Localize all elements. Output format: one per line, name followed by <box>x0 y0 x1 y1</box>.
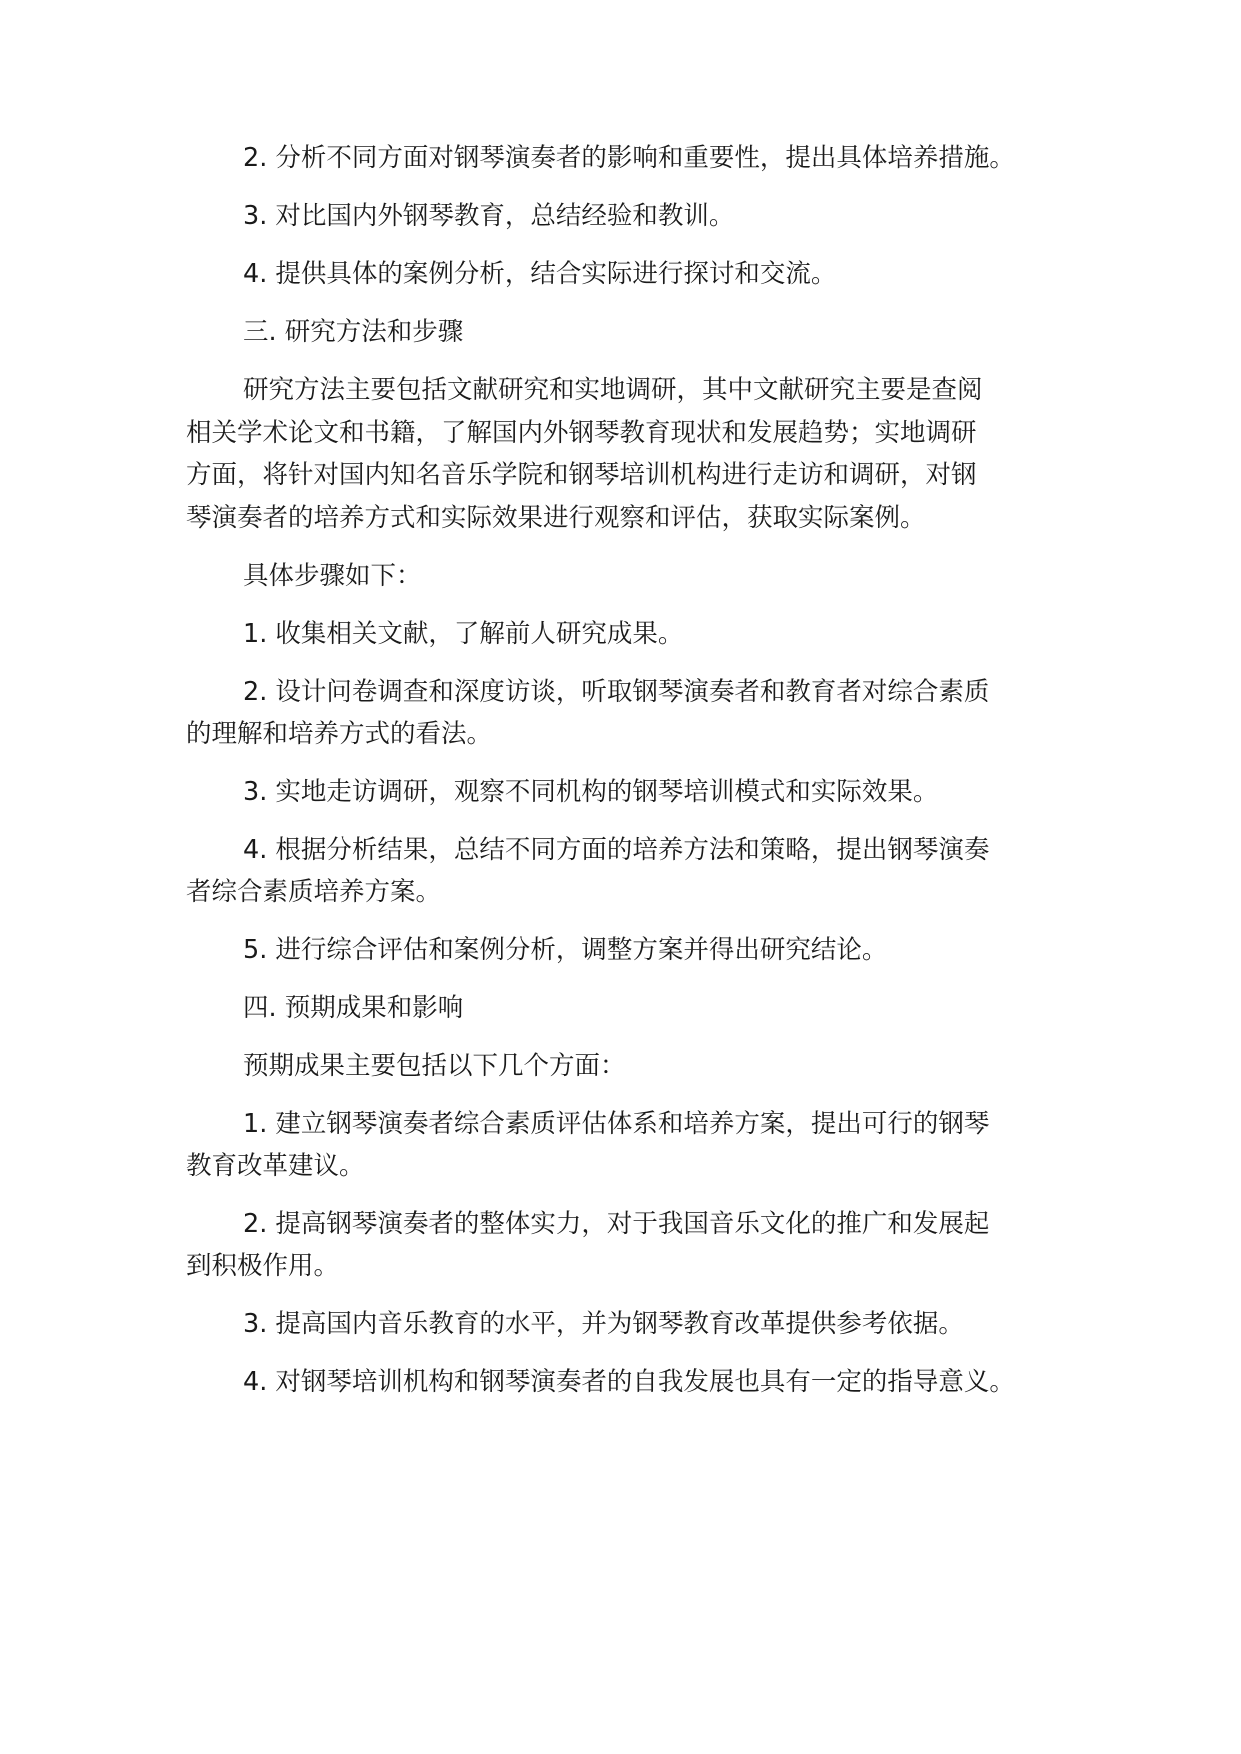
section-heading-3: 三. 研究方法和步骤 <box>243 317 464 347</box>
outcome-3-line-1: 3. 提高国内音乐教育的水平，并为钢琴教育改革提供参考依据。 <box>243 1309 964 1339</box>
step-1-line-1: 1. 收集相关文献，了解前人研究成果。 <box>243 619 684 649</box>
step-4-line-1: 4. 根据分析结果，总结不同方面的培养方法和策略，提出钢琴演奏 <box>243 835 990 865</box>
step-4-line-2: 者综合素质培养方案。 <box>186 877 442 907</box>
outcome-1-line-2: 教育改革建议。 <box>186 1151 365 1181</box>
section-heading-4: 四. 预期成果和影响 <box>243 993 464 1023</box>
goal-2-line-1: 2. 分析不同方面对钢琴演奏者的影响和重要性，提出具体培养措施。 <box>243 143 1015 173</box>
outcome-intro-line-1: 预期成果主要包括以下几个方面： <box>243 1051 626 1081</box>
outcome-2-line-1: 2. 提高钢琴演奏者的整体实力，对于我国音乐文化的推广和发展起 <box>243 1209 990 1239</box>
step-2-line-2: 的理解和培养方式的看法。 <box>186 719 493 749</box>
step-5-line-1: 5. 进行综合评估和案例分析，调整方案并得出研究结论。 <box>243 935 888 965</box>
goal-3-line-1: 3. 对比国内外钢琴教育，总结经验和教训。 <box>243 201 735 231</box>
outcome-2-line-2: 到积极作用。 <box>186 1251 340 1281</box>
method-intro-line-1: 研究方法主要包括文献研究和实地调研，其中文献研究主要是查阅 <box>243 375 983 405</box>
step-2-line-1: 2. 设计问卷调查和深度访谈，听取钢琴演奏者和教育者对综合素质 <box>243 677 990 707</box>
method-intro-line-4: 琴演奏者的培养方式和实际效果进行观察和评估，获取实际案例。 <box>186 503 926 533</box>
outcome-4-line-1: 4. 对钢琴培训机构和钢琴演奏者的自我发展也具有一定的指导意义。 <box>243 1367 1015 1397</box>
method-intro-line-3: 方面，将针对国内知名音乐学院和钢琴培训机构进行走访和调研，对钢 <box>186 460 977 490</box>
outcome-1-line-1: 1. 建立钢琴演奏者综合素质评估体系和培养方案，提出可行的钢琴 <box>243 1109 990 1139</box>
method-intro-line-2: 相关学术论文和书籍，了解国内外钢琴教育现状和发展趋势；实地调研 <box>186 418 977 448</box>
steps-intro-line-1: 具体步骤如下： <box>243 561 422 591</box>
step-3-line-1: 3. 实地走访调研，观察不同机构的钢琴培训模式和实际效果。 <box>243 777 939 807</box>
goal-4-line-1: 4. 提供具体的案例分析，结合实际进行探讨和交流。 <box>243 259 837 289</box>
